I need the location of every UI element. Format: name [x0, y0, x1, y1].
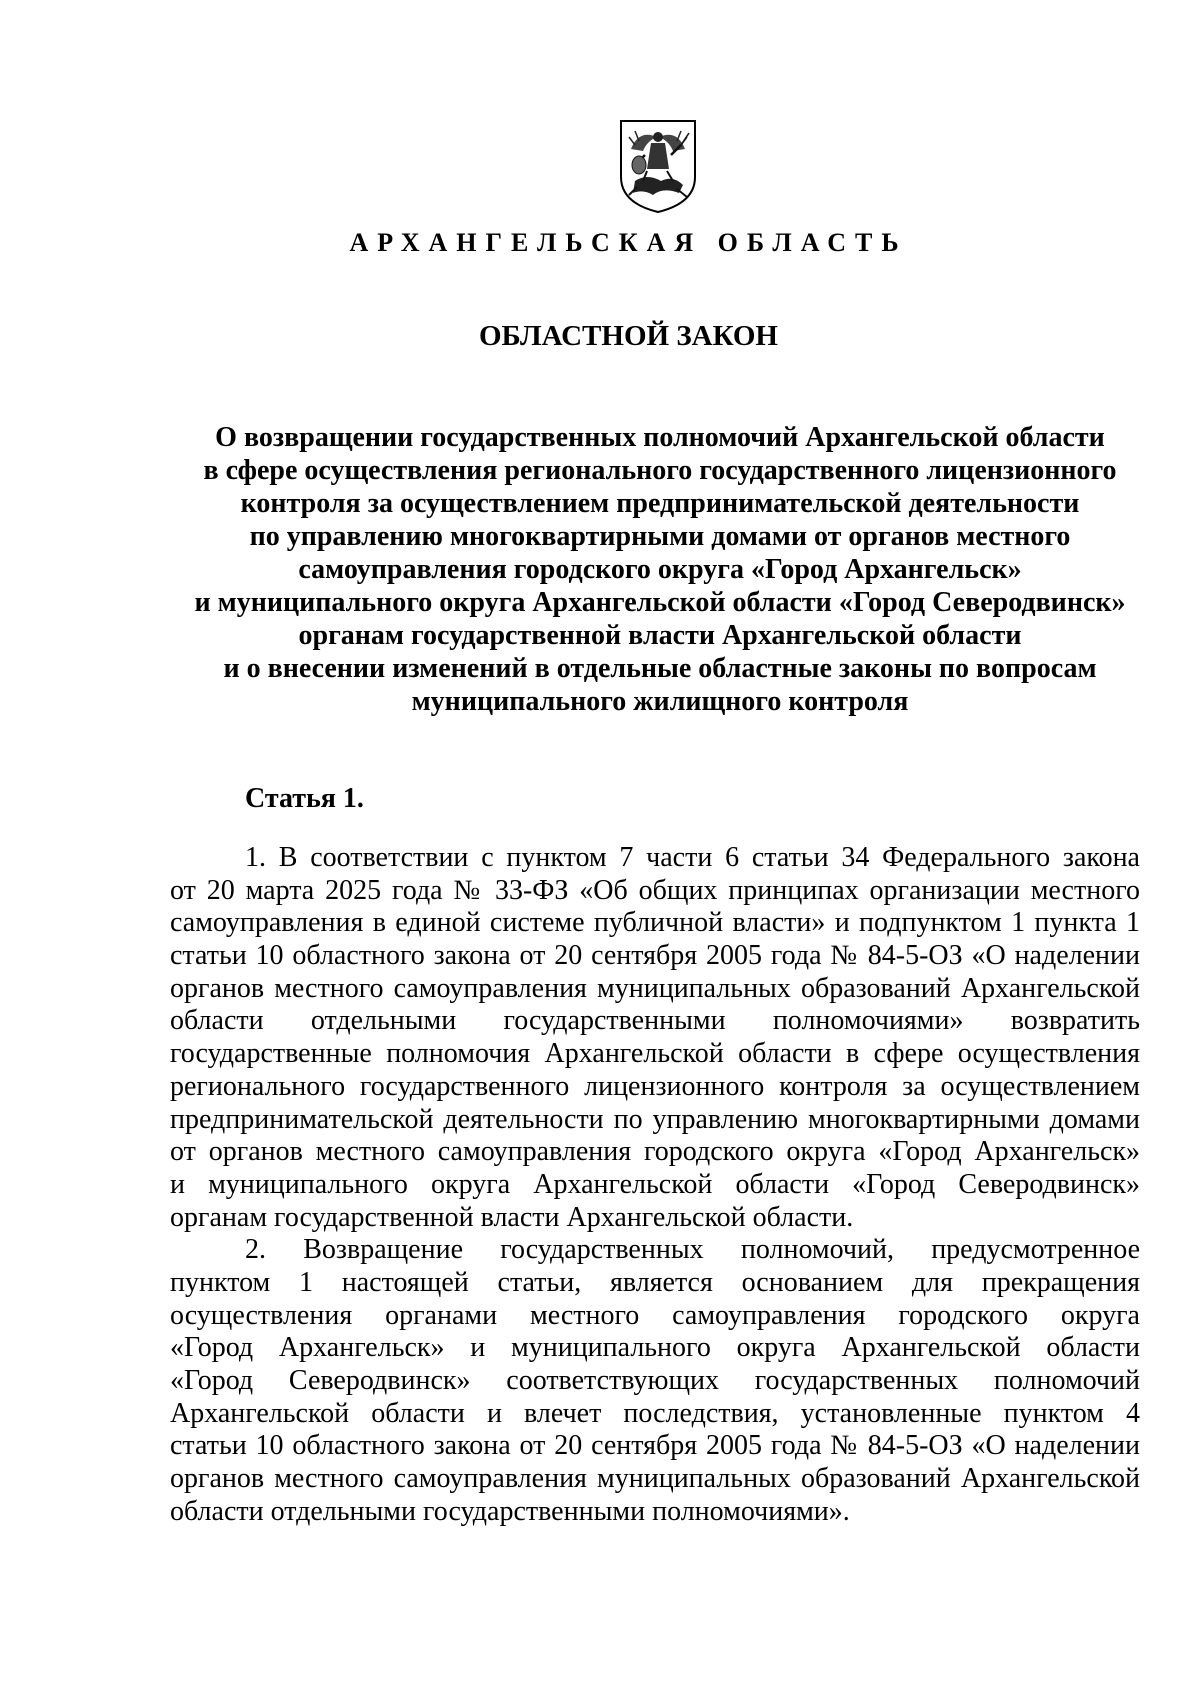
paragraph-line: «Город Северодвинск» соответствующих государственных полномочий: [170, 1365, 1140, 1396]
document-type: ОБЛАСТНОЙ ЗАКОН: [479, 320, 778, 352]
law-title-line: органам государственной власти Архангельской области: [298, 620, 1022, 651]
paragraph-line: осуществления органами местного самоуправления городского округа: [170, 1299, 1140, 1331]
paragraph-line: статьи 10 областного закона от 20 сентября 2005 года № 84-5-ОЗ «О наделении: [170, 1430, 1140, 1462]
law-title-line: и о внесении изменений в отдельные областные законы по вопросам: [223, 653, 1097, 684]
law-title-line: муниципального жилищного контроля: [411, 686, 909, 717]
paragraph-line: регионального государственного лицензионного контроля за осуществлением: [170, 1070, 1140, 1102]
article-body: [170, 842, 1140, 1528]
paragraph-line: государственные полномочия Архангельской области в сфере осуществления: [170, 1038, 1140, 1070]
paragraph-line: 1. В соответствии с пунктом 7 части 6 статьи 34 Федерального закона: [245, 842, 1140, 873]
law-title-line: в сфере осуществления регионального государственного лицензионного: [203, 455, 1117, 486]
paragraph-line: органов местного самоуправления муниципальных образований Архангельской: [170, 972, 1140, 1004]
paragraph-line: области отдельными государственными полномочиями» возвратить: [170, 1005, 1140, 1037]
article-heading: Статья 1.: [245, 783, 364, 814]
paragraph-line: «Город Архангельск» и муниципального округа Архангельской области: [170, 1332, 1140, 1364]
paragraph-line: пунктом 1 настоящей статьи, является основанием для прекращения: [170, 1266, 1140, 1298]
law-title-line: и муниципального округа Архангельской области «Город Северодвинск»: [194, 587, 1126, 618]
paragraph-line: 2. Возвращение государственных полномочий, предусмотренное: [245, 1234, 1140, 1266]
paragraph-line: органов местного самоуправления муниципальных образований Архангельской: [170, 1463, 1140, 1495]
paragraph-line: предпринимательской деятельности по управлению многоквартирными домами: [170, 1103, 1140, 1135]
paragraph-1: [170, 842, 1140, 1234]
paragraph-line: самоуправления в единой системе публичной власти» и подпунктом 1 пункта 1: [170, 907, 1140, 939]
law-title: [160, 421, 1160, 718]
paragraph-line: от 20 марта 2025 года № 33-ФЗ «Об общих принципах организации местного: [170, 874, 1140, 906]
paragraph-line: органам государственной власти Архангельской области.: [170, 1201, 854, 1233]
paragraph-2: [170, 1234, 1140, 1528]
paragraph-line: и муниципального округа Архангельской области «Город Северодвинск»: [170, 1168, 1140, 1200]
law-title-line: контроля за осуществлением предпринимательской деятельности: [240, 488, 1080, 519]
paragraph-line: области отдельными государственными полномочиями».: [170, 1495, 850, 1527]
paragraph-line: статьи 10 областного закона от 20 сентября 2005 года № 84-5-ОЗ «О наделении: [170, 940, 1140, 972]
paragraph-line: от органов местного самоуправления городского округа «Город Архангельск»: [170, 1136, 1140, 1168]
region-name: АРХАНГЕЛЬСКАЯ ОБЛАСТЬ: [349, 228, 908, 257]
law-title-line: по управлению многоквартирными домами от органов местного: [249, 521, 1071, 552]
paragraph-line: Архангельской области и влечет последствия, установленные пунктом 4: [170, 1397, 1140, 1429]
law-title-line: самоуправления городского округа «Город Архангельск»: [298, 554, 1022, 585]
law-title-line: О возвращении государственных полномочий Архангельской области: [215, 422, 1105, 453]
archangel-coat-of-arms-icon: [617, 115, 699, 215]
